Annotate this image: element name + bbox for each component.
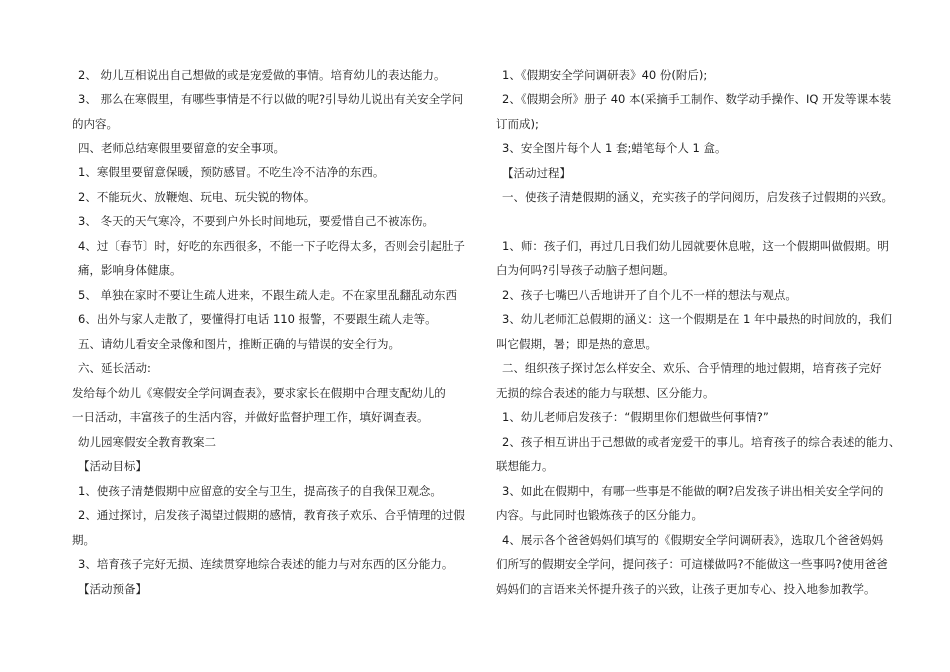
text-line: 妈妈们的言语来关怀提升孩子的兴致，让孩子更加专心、投入地参加教学。	[496, 582, 876, 596]
text-line: 期。	[72, 533, 95, 547]
text-line: 1、使孩子清楚假期中应留意的安全与卫生，提高孩子的自我保卫观念。	[78, 484, 442, 498]
text-line: 四、老师总结寒假里要留意的安全事项。	[78, 141, 285, 155]
text-line: 3、 那么在寒假里，有哪些事情是不行以做的呢?引导幼儿说出有关安全学问	[78, 92, 464, 106]
text-line: 2、 幼儿互相说出自己想做的或是宠爱做的事情。培育幼儿的表达能力。	[78, 68, 446, 82]
text-line: 幼儿园寒假安全教育教案二	[78, 435, 216, 449]
text-line: 们所写的假期安全学问，提问孩子：可這樣做吗?不能做这一些事吗?使用爸爸	[496, 557, 888, 571]
text-line: 无损的综合表述的能力与联想、区分能力。	[496, 386, 715, 400]
text-line: 五、请幼儿看安全录像和图片，推断正确的与错误的安全行为。	[78, 337, 400, 351]
text-line: 3、安全图片每个人 1 套;蜡笔每个人 1 盒。	[502, 141, 727, 155]
text-line: 【活动过程】	[502, 166, 571, 180]
text-line: 【活动目标】	[78, 459, 147, 473]
text-line: 六、延长活动:	[78, 361, 151, 375]
text-line: 内容。与此同时也锻炼孩子的区分能力。	[496, 508, 703, 522]
text-line: 叫它假期，暑；即是热的意思。	[496, 337, 657, 351]
text-line: 的内容。	[72, 117, 118, 131]
text-line: 6、出外与家人走散了，要懂得打电话 110 报警，不要跟生疏人走等。	[78, 312, 437, 326]
text-line: 2、《假期会所》册子 40 本(采摘手工制作、数学动手操作、IQ 开发等课本装	[502, 92, 892, 106]
text-line: 1、《假期安全学问调研表》40 份(附后);	[502, 68, 708, 82]
text-line: 2、通过探讨，启发孩子渴望过假期的感情，教育孩子欢乐、合乎情理的过假	[78, 508, 465, 522]
text-line: 5、 单独在家时不要让生疏人进来，不跟生疏人走。不在家里乱翻乱动东西	[78, 288, 457, 302]
text-line: 4、过〔春节〕时，好吃的东西很多，不能一下子吃得太多，否则会引起肚子	[78, 239, 465, 253]
text-line: 白为何吗?引导孩子动脑子想问题。	[496, 263, 675, 277]
text-line: 发给每个幼儿《寒假安全学问调查表》，要求家长在假期中合理支配幼儿的	[72, 386, 446, 400]
text-line: 订而成);	[496, 117, 539, 131]
text-line: 3、幼儿老师汇总假期的涵义：这一个假期是在 1 年中最热的时间放的，我们	[502, 312, 892, 326]
text-line: 二、组织孩子探讨怎么样安全、欢乐、合乎情理的地过假期，培育孩子完好	[502, 361, 882, 375]
text-line: 4、展示各个爸爸妈妈们填写的《假期安全学问调研表》，选取几个爸爸妈妈	[502, 533, 884, 547]
text-line: 2、孩子七嘴巴八舌地讲开了自个儿不一样的想法与观点。	[502, 288, 797, 302]
text-line: 一日活动，丰富孩子的生活内容，并做好监督护理工作，填好调查表。	[72, 410, 429, 424]
text-line: 3、如此在假期中，有哪一些事是不能做的啊?启发孩子讲出相关安全学问的	[502, 484, 884, 498]
text-line: 1、寒假里要留意保暖，预防感冒。不吃生冷不洁净的东西。	[78, 165, 385, 179]
text-line: 3、 冬天的天气寒冷，不要到户外长时间地玩，要爱惜自己不被冻伤。	[78, 214, 434, 228]
text-line: 1、师：孩子们，再过几日我们幼儿园就要休息啦，这一个假期叫做假期。明	[502, 239, 889, 253]
text-line: 3、培育孩子完好无损、连续贯穿地综合表述的能力与对东西的区分能力。	[78, 557, 454, 571]
text-line: 一、使孩子清楚假期的涵义，充实孩子的学问阅历，启发孩子过假期的兴致。	[502, 190, 893, 204]
text-line: 1、幼儿老师启发孩子：“假期里你们想做些何事情?”	[502, 410, 769, 424]
text-line: 【活动预备】	[78, 582, 147, 596]
text-line: 2、不能玩火、放鞭炮、玩电、玩尖锐的物体。	[78, 190, 316, 204]
text-line: 2、孩子相互讲出于己想做的或者宠爱干的事儿。培育孩子的综合表述的能力、	[502, 435, 901, 449]
text-line: 联想能力。	[496, 459, 554, 473]
text-line: 痛，影响身体健康。	[78, 263, 182, 277]
